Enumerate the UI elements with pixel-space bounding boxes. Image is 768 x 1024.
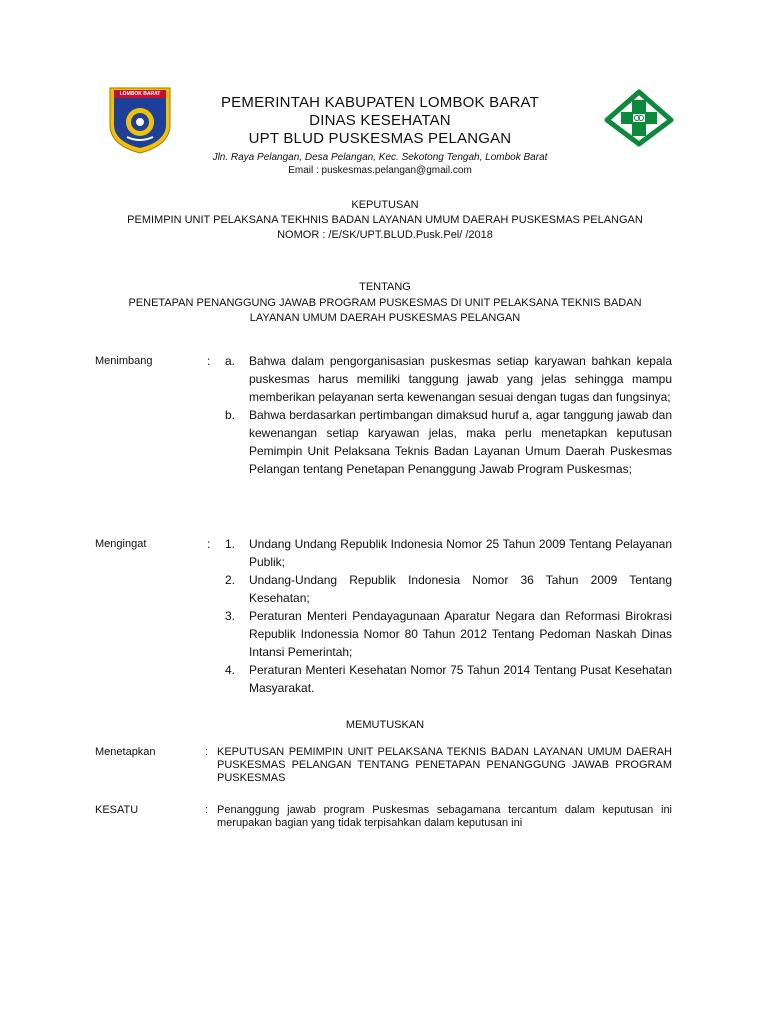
item-text: Bahwa berdasarkan pertimbangan dimaksud huruf a, agar tanggung jawab dan kewenangan setiap karyawan jelas, maka perlu menetapkan keputusan Pemimpin Unit Pelaksana Teknis Badan Layanan Umum Daerah Puskesmas Pelangan tentang Penetapan Penanggung Jawab Program Puskesmas; — [249, 408, 672, 476]
mengingat-label: Mengingat — [95, 538, 147, 550]
menimbang-list — [225, 352, 672, 478]
email: Email : puskesmas.pelangan@gmail.com — [288, 165, 472, 176]
item-marker: 4. — [225, 663, 236, 677]
kesatu-text: Penanggung jawab program Puskesmas sebagamana tercantum dalam keputusan ini merupakan bagian yang tidak terpisahkan dalam keputusan ini — [217, 804, 672, 829]
menetapkan-colon: : — [205, 746, 209, 758]
title-pemimpin: PEMIMPIN UNIT PELAKSANA TEKHNIS BADAN LAYANAN UMUM DAERAH PUSKESMAS PELANGAN — [127, 214, 643, 226]
item-text: Bahwa dalam pengorganisasian puskesmas setiap karyawan bahkan kepala puskesmas harus memiliki tanggung jawab yang jelas sehingga mampu memberikan pelayanan serta kewenangan sesuai dengan tugas dan fungsinya; — [249, 354, 672, 404]
government-name: PEMERINTAH KABUPATEN LOMBOK BARAT — [220, 94, 540, 111]
department-name: DINAS KESEHATAN — [309, 112, 451, 129]
list-item — [225, 535, 672, 571]
menetapkan-label: Menetapkan — [95, 746, 156, 758]
item-marker: 3. — [225, 609, 236, 623]
title-nomor: NOMOR : /E/SK/UPT.BLUD.Pusk.Pel/ /2018 — [277, 229, 493, 241]
item-text: Peraturan Menteri Pendayagunaan Aparatur Negara dan Reformasi Birokrasi Republik Indonessia Nomor 80 Tahun 2012 Tentang Pedoman Naskah Dinas Intansi Pemerintah; — [249, 609, 672, 659]
menetapkan-text: KEPUTUSAN PEMIMPIN UNIT PELAKSANA TEKNIS BADAN LAYANAN UMUM DAERAH PUSKESMAS PELANGAN TENTANG PENETAPAN PENANGGUNG JAWAB PROGRAM PUSKESMAS — [217, 746, 672, 784]
title-keputusan: KEPUTUSAN — [351, 199, 419, 211]
list-item — [225, 571, 672, 607]
letterhead — [180, 94, 580, 177]
menimbang-label: Menimbang — [95, 355, 153, 367]
title-tentang: TENTANG — [359, 281, 411, 293]
logo-caption: LOMBOK BARAT — [119, 91, 161, 97]
address: Jln. Raya Pelangan, Desa Pelangan, Kec. Sekotong Tengah, Lombok Barat — [212, 152, 548, 163]
list-item — [225, 406, 672, 478]
subject-line-2: LAYANAN UMUM DAERAH PUSKESMAS PELANGAN — [249, 312, 521, 324]
puskesmas-logo — [603, 88, 675, 148]
item-marker: b. — [225, 408, 236, 422]
item-marker: 1. — [225, 537, 236, 551]
mengingat-colon: : — [207, 537, 211, 551]
item-marker: a. — [225, 354, 236, 368]
list-item — [225, 352, 672, 406]
unit-name: UPT BLUD PUSKESMAS PELANGAN — [248, 130, 512, 147]
item-text: Undang-Undang Republik Indonesia Nomor 36 Tahun 2009 Tentang Kesehatan; — [249, 573, 672, 605]
list-item — [225, 607, 672, 661]
item-text: Peraturan Menteri Kesehatan Nomor 75 Tahun 2014 Tentang Pusat Kesehatan Masyarakat. — [249, 663, 672, 695]
item-marker: 2. — [225, 573, 236, 587]
kesatu-colon: : — [205, 804, 209, 816]
menimbang-colon: : — [207, 354, 211, 368]
list-item — [225, 661, 672, 697]
kesatu-label: KESATU — [95, 804, 139, 816]
subject-line-1: PENETAPAN PENANGGUNG JAWAB PROGRAM PUSKESMAS DI UNIT PELAKSANA TEKNIS BADAN — [128, 297, 642, 309]
lombok-barat-logo — [107, 85, 173, 155]
mengingat-list — [225, 535, 672, 697]
item-text: Undang Undang Republik Indonesia Nomor 25 Tahun 2009 Tentang Pelayanan Publik; — [249, 537, 672, 569]
memutuskan-heading: MEMUTUSKAN — [345, 719, 425, 731]
